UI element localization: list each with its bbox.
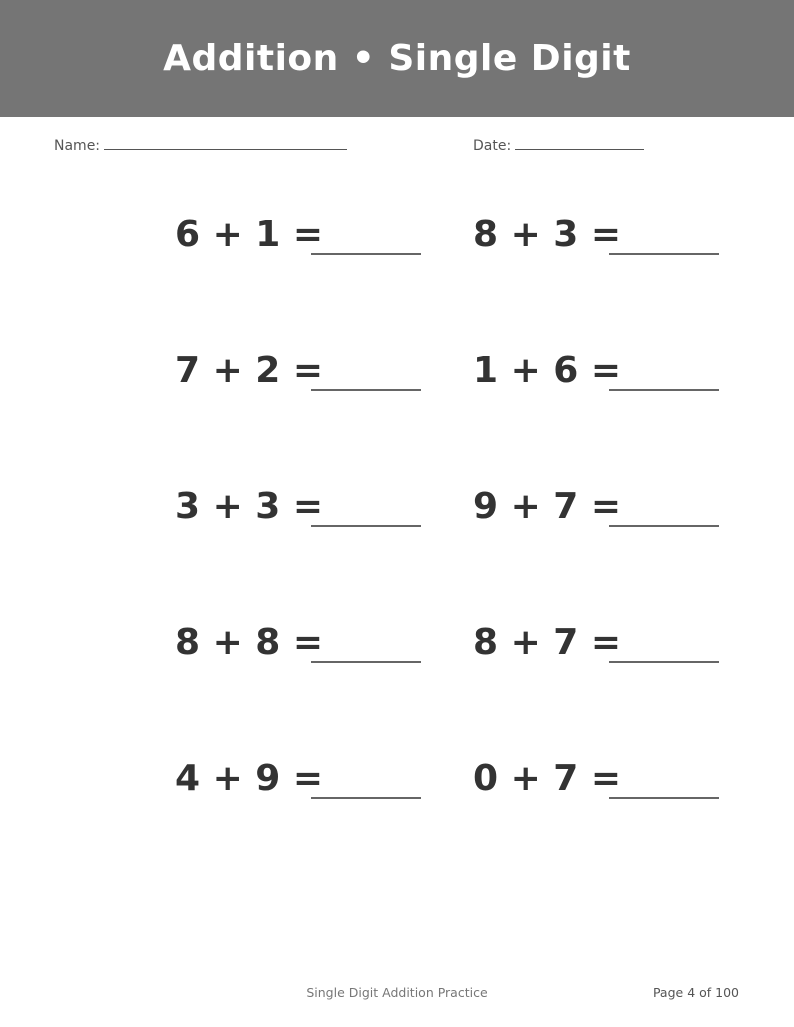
answer-line[interactable]	[311, 505, 421, 527]
problem-9	[175, 758, 421, 799]
header-banner	[0, 0, 794, 117]
date-label: Date:	[473, 138, 512, 154]
problem-equation: 0 + 7 =	[473, 758, 622, 799]
problem-2	[473, 214, 719, 255]
problem-1	[175, 214, 421, 255]
answer-line[interactable]	[311, 369, 421, 391]
answer-line[interactable]	[609, 641, 719, 663]
problem-equation: 9 + 7 =	[473, 486, 622, 527]
name-field[interactable]	[54, 135, 347, 154]
answer-line[interactable]	[609, 233, 719, 255]
problem-7	[175, 622, 421, 663]
footer-title: Single Digit Addition Practice	[306, 985, 488, 1000]
date-blank-line[interactable]	[515, 135, 644, 150]
problem-5	[175, 486, 421, 527]
problem-equation: 8 + 7 =	[473, 622, 622, 663]
answer-line[interactable]	[609, 505, 719, 527]
problem-equation: 8 + 3 =	[473, 214, 622, 255]
page-number: Page 4 of 100	[652, 985, 739, 1000]
problem-equation: 3 + 3 =	[175, 486, 324, 527]
date-field[interactable]	[473, 135, 644, 154]
problem-equation: 7 + 2 =	[175, 350, 324, 391]
problem-equation: 8 + 8 =	[175, 622, 324, 663]
problem-4	[473, 350, 719, 391]
name-blank-line[interactable]	[104, 135, 347, 150]
problem-6	[473, 486, 719, 527]
problem-equation: 4 + 9 =	[175, 758, 324, 799]
answer-line[interactable]	[311, 777, 421, 799]
page-title: Addition • Single Digit	[163, 38, 631, 79]
problem-3	[175, 350, 421, 391]
name-label: Name:	[54, 138, 101, 154]
answer-line[interactable]	[311, 641, 421, 663]
answer-line[interactable]	[609, 777, 719, 799]
answer-line[interactable]	[609, 369, 719, 391]
problem-equation: 1 + 6 =	[473, 350, 622, 391]
problem-8	[473, 622, 719, 663]
answer-line[interactable]	[311, 233, 421, 255]
problem-equation: 6 + 1 =	[175, 214, 324, 255]
problem-10	[473, 758, 719, 799]
